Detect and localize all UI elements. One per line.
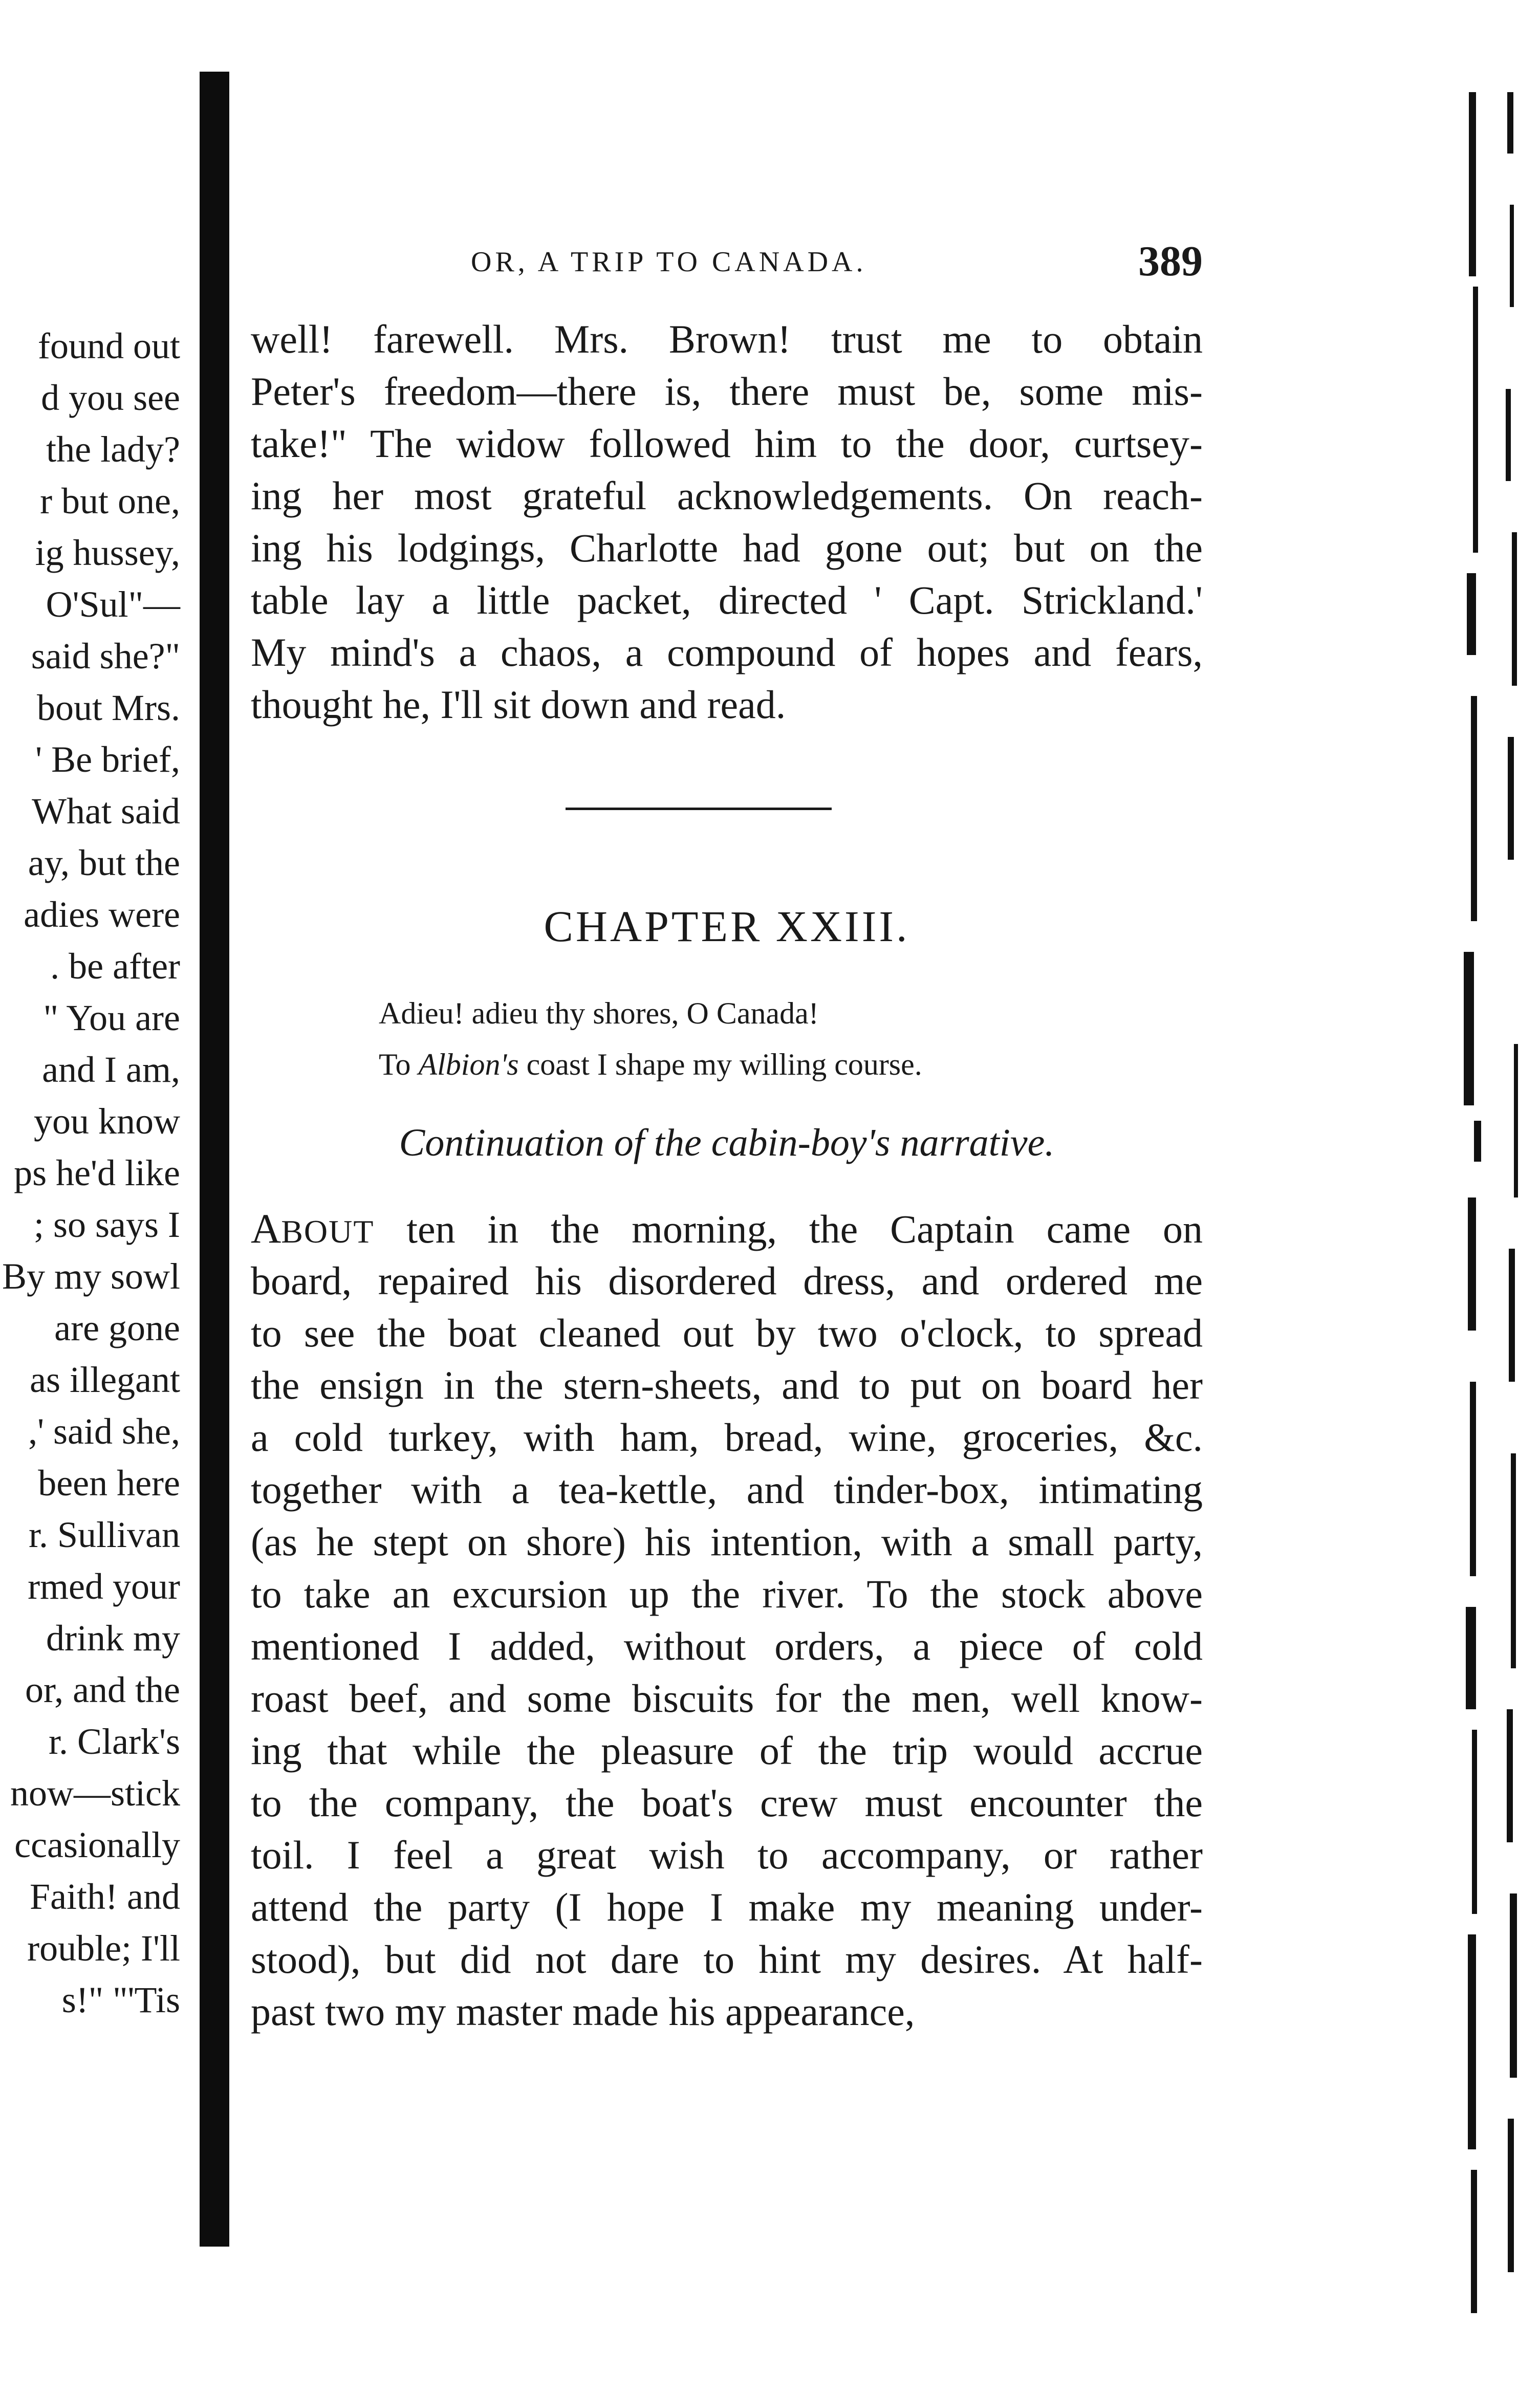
scan-mark xyxy=(1506,389,1511,481)
text-line: table lay a little packet, directed ' Capt. Strickland.' xyxy=(251,578,1203,622)
left-fragment-line: s!" "'Tis xyxy=(61,1979,180,2020)
left-fragment-line: What said xyxy=(32,791,180,832)
scan-mark xyxy=(1471,2170,1477,2313)
text-line: ABOUT ten in the morning, the Captain came on xyxy=(251,1205,1203,1252)
left-fragment-line: found out xyxy=(38,325,180,366)
text-line: attend the party (I hope I make my meaning under- xyxy=(251,1885,1203,1929)
chapter-subtitle: Continuation of the cabin-boy's narrative. xyxy=(399,1121,1055,1164)
left-fragment-line: and I am, xyxy=(42,1049,180,1090)
left-fragment-line: are gone xyxy=(54,1308,180,1348)
text-line: (as he stept on shore) his intention, with a small party, xyxy=(251,1519,1203,1564)
scan-mark xyxy=(1474,1121,1481,1162)
left-fragment-line: Faith! and xyxy=(30,1876,180,1917)
main-paragraph xyxy=(251,1203,1203,2038)
scan-mark xyxy=(1468,1934,1476,2149)
scan-mark xyxy=(1471,696,1477,921)
epigraph-line: Adieu! adieu thy shores, O Canada! xyxy=(379,996,819,1030)
scan-mark xyxy=(1468,1198,1476,1331)
scan-mark xyxy=(1512,532,1517,686)
text-line: together with a tea-kettle, and tinder-box, intimating xyxy=(251,1467,1203,1512)
left-fragment-line: you know xyxy=(34,1101,180,1142)
text-line: to take an excursion up the river. To the stock above xyxy=(251,1572,1203,1616)
left-fragment-line: By my sowl xyxy=(2,1256,180,1297)
left-fragment-line: ; so says I xyxy=(34,1204,180,1245)
scan-mark xyxy=(1507,1709,1513,1842)
text-line xyxy=(251,313,1203,365)
running-header: OR, A TRIP TO CANADA. xyxy=(471,246,867,278)
left-fragment-line: ps he'd like xyxy=(14,1152,180,1193)
scan-mark xyxy=(1510,205,1514,307)
left-fragment-line: adies were xyxy=(24,894,180,935)
scan-mark xyxy=(1509,1249,1515,1382)
left-fragment-line: d you see xyxy=(41,377,180,418)
left-fragment-line: r but one, xyxy=(40,481,180,521)
text-line: stood), but did not dare to hint my desires. At half- xyxy=(251,1937,1203,1982)
left-fragment-line: rmed your xyxy=(28,1566,180,1607)
left-fragment-line: been here xyxy=(38,1463,180,1504)
text-line: toil. I feel a great wish to accompany, or rather xyxy=(251,1833,1203,1877)
text-line: roast beef, and some biscuits for the men, well know- xyxy=(251,1676,1203,1721)
chapter-title: CHAPTER XXIII. xyxy=(544,902,910,951)
left-fragment-line: drink my xyxy=(46,1618,180,1659)
left-fragment-line: rouble; I'll xyxy=(27,1928,180,1969)
text-line: mentioned I added, without orders, a piece of cold xyxy=(251,1624,1203,1668)
scan-mark xyxy=(1466,1607,1476,1709)
scan-mark xyxy=(1507,92,1513,154)
text-line: past two my master made his appearance, xyxy=(251,1989,915,2034)
scan-mark xyxy=(1472,1730,1477,1914)
top-paragraph xyxy=(251,313,1203,731)
text-line: the ensign in the stern-sheets, and to put on board her xyxy=(251,1363,1203,1407)
scan-mark xyxy=(1508,2119,1514,2272)
epigraph-line: To Albion's coast I shape my willing course. xyxy=(379,1048,922,1081)
left-fragment-line: ccasionally xyxy=(14,1824,180,1865)
scan-mark xyxy=(1473,287,1478,553)
text-line: ing that while the pleasure of the trip would accrue xyxy=(251,1728,1203,1773)
scan-edge-artifact xyxy=(1459,72,1540,2334)
left-fragment-line: as illegant xyxy=(30,1359,180,1400)
page-number: 389 xyxy=(1138,237,1203,285)
scan-mark xyxy=(1510,1893,1517,2078)
chapter-epigraph xyxy=(379,988,1198,1090)
line-text: well! farewell. Mrs. Brown! trust me to obtain xyxy=(251,317,1203,361)
left-fragment-line: bout Mrs. xyxy=(36,687,180,728)
text-line: My mind's a chaos, a compound of hopes and fears, xyxy=(251,630,1203,674)
scan-mark xyxy=(1511,1453,1516,1668)
text-line: ing his lodgings, Charlotte had gone out; but on the xyxy=(251,526,1203,570)
page-gutter xyxy=(200,72,229,2247)
left-page-fragment xyxy=(0,325,184,2067)
left-fragment-line: r. Clark's xyxy=(49,1721,180,1762)
scan-mark xyxy=(1464,952,1474,1105)
left-fragment-line: the lady? xyxy=(46,429,180,470)
left-fragment-line: ,' said she, xyxy=(28,1411,180,1452)
text-line: to the company, the boat's crew must encounter the xyxy=(251,1780,1203,1825)
text-line: to see the boat cleaned out by two o'clock, to spread xyxy=(251,1311,1203,1355)
left-fragment-line: now—stick xyxy=(10,1773,180,1814)
left-fragment-line: ' Be brief, xyxy=(35,739,180,780)
left-fragment-line: ay, but the xyxy=(28,842,180,883)
scan-mark xyxy=(1469,92,1476,276)
scan-mark xyxy=(1470,1382,1476,1576)
text-line: thought he, I'll sit down and read. xyxy=(251,682,786,727)
scan-mark xyxy=(1508,737,1514,860)
left-fragment-line: said she?" xyxy=(31,636,180,677)
left-fragment-line: r. Sullivan xyxy=(28,1514,180,1555)
left-fragment-line: " You are xyxy=(43,997,180,1038)
main-lines xyxy=(251,1255,1203,2038)
text-line: board, repaired his disordered dress, and ordered me xyxy=(251,1258,1203,1303)
text-line: Peter's freedom—there is, there must be, some mis- xyxy=(251,369,1203,413)
chapter-divider xyxy=(566,808,832,810)
text-line: ing her most grateful acknowledgements. On reach- xyxy=(251,473,1203,518)
scan-mark xyxy=(1467,573,1476,655)
scan-mark xyxy=(1514,1044,1518,1198)
left-fragment-line: O'Sul"— xyxy=(46,584,180,625)
left-fragment-line: . be after xyxy=(50,946,180,987)
left-fragment-line: or, and the xyxy=(25,1669,180,1710)
text-line: take!" The widow followed him to the door, curtsey- xyxy=(251,421,1203,466)
left-fragment-line: ig hussey, xyxy=(35,532,180,573)
text-line: a cold turkey, with ham, bread, wine, groceries, &c. xyxy=(251,1415,1203,1460)
